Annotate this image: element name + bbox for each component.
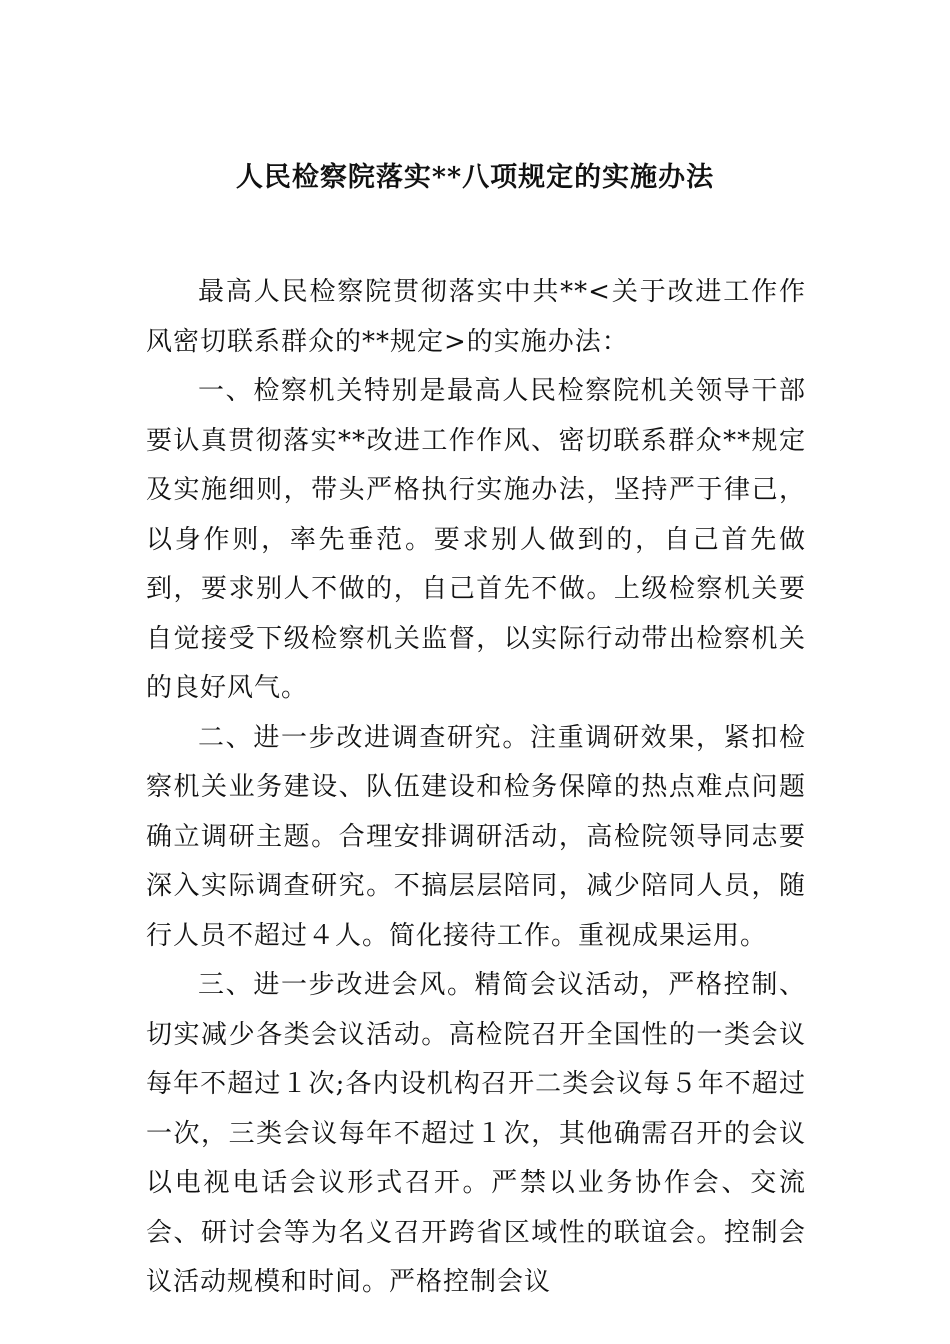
document-title: 人民检察院落实**八项规定的实施办法 — [235, 162, 715, 193]
document-body — [146, 268, 806, 1308]
paragraph-3: 三、进一步改进会风。精简会议活动，严格控制、切实减少各类会议活动。高检院召开全国性的一类会议每年不超过１次;各内设机构召开二类会议每５年不超过一次，三类会议每年不超过１次，其他确需召开的会议以电视电话会议形式召开。严禁以业务协作会、交流会、研讨会等为名义召开跨省区域性的联谊会。控制会议活动规模和时间。严格控制会议 — [146, 970, 806, 1297]
paragraph-intro: 最高人民检察院贯彻落实中共**<关于改进工作作风密切联系群众的**规定>的实施办法： — [146, 277, 806, 357]
paragraph-1: 一、检察机关特别是最高人民检察院机关领导干部要认真贯彻落实**改进工作作风、密切联系群众**规定及实施细则，带头严格执行实施办法，坚持严于律己，以身作则，率先垂范。要求别人做到的，自己首先做到，要求别人不做的，自己首先不做。上级检察机关要自觉接受下级检察机关监督，以实际行动带出检察机关的良好风气。 — [146, 376, 806, 703]
paragraph-2: 二、进一步改进调查研究。注重调研效果，紧扣检察机关业务建设、队伍建设和检务保障的热点难点问题确立调研主题。合理安排调研活动，高检院领导同志要深入实际调查研究。不搞层层陪同，减少陪同人员，随行人员不超过４人。简化接待工作。重视成果运用。 — [146, 722, 806, 951]
